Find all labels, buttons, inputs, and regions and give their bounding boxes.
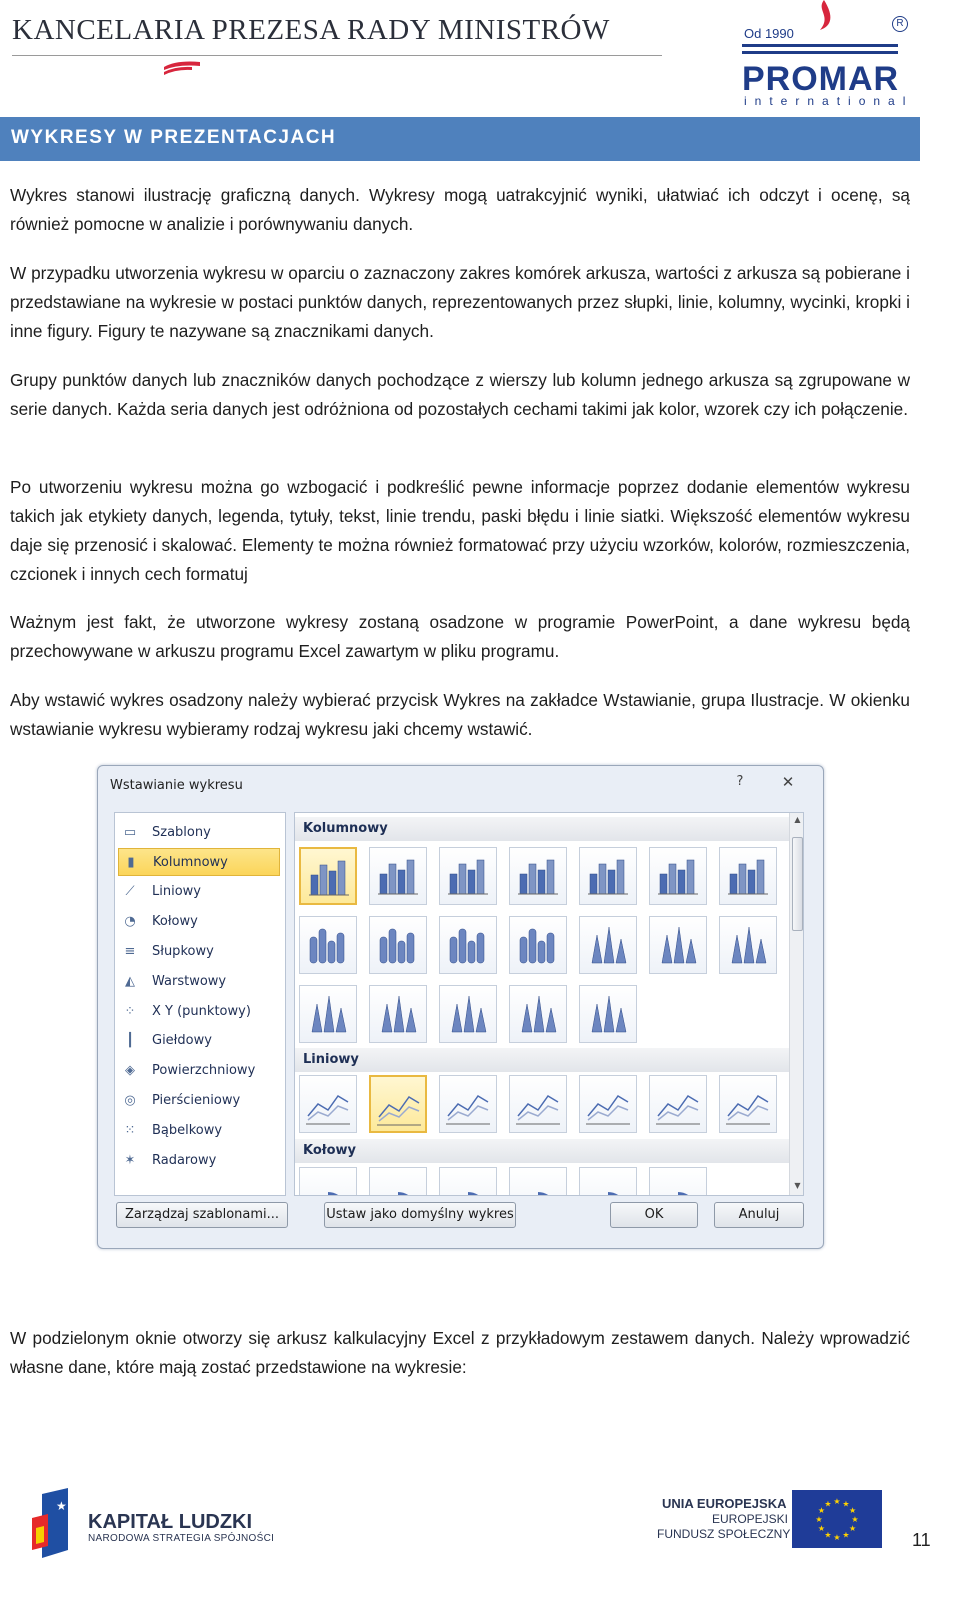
category-label: Warstwowy (152, 974, 227, 989)
esf-label-2: FUNDUSZ SPOŁECZNY (657, 1527, 791, 1541)
eu-star-icon: ★ (817, 1506, 825, 1515)
group-header-pie: Kołowy (295, 1139, 789, 1163)
poland-flag-logo (162, 58, 202, 76)
column-subtype-thumbnail[interactable] (719, 916, 777, 974)
paragraph: Po utworzeniu wykresu można go wzbogacić i podkreślić pewne informacje poprzez dodanie elementów wykresu takich jak etykiety danych, legenda, tytuły, tekst, linie trendu, paski błędu i linie siatki. Większość elementów wykresu daje się przenosić i skalować. Elementy te można również formatować przy użyciu wzorków, kolorów, rozmieszczenia, czcionek i innych cech formatuj (10, 477, 910, 584)
category-item-column[interactable] (118, 848, 280, 876)
eu-star-icon: ★ (842, 1530, 850, 1540)
category-label: Słupkowy (152, 944, 214, 959)
column-subtype-thumbnail[interactable] (299, 847, 357, 905)
line-subtype-thumbnail[interactable] (719, 1075, 777, 1133)
promar-stripe (742, 51, 898, 54)
category-label: Pierścieniowy (152, 1093, 241, 1108)
bubble-chart-icon: ⁙ (124, 1123, 136, 1138)
help-icon[interactable]: ? (736, 774, 744, 789)
pie-subtype-thumbnail[interactable] (439, 1167, 497, 1196)
page-number: 11 (912, 1530, 931, 1550)
eu-star-icon: ★ (824, 1530, 832, 1540)
eu-star-icon: ★ (824, 1499, 832, 1509)
line-subtype-thumbnail[interactable] (369, 1075, 427, 1133)
eu-star-icon: ★ (842, 1499, 850, 1509)
bar-chart-icon: ≡ (124, 944, 136, 959)
line-subtype-thumbnail[interactable] (299, 1075, 357, 1133)
flame-icon (812, 0, 836, 44)
category-label: Szablony (152, 825, 211, 840)
column-subtype-thumbnail[interactable] (649, 916, 707, 974)
column-subtype-thumbnail[interactable] (369, 916, 427, 974)
eu-star-icon: ★ (851, 1515, 859, 1524)
column-subtype-thumbnail[interactable] (579, 916, 637, 974)
pie-subtype-thumbnail[interactable] (299, 1167, 357, 1196)
column-subtype-thumbnail[interactable] (439, 916, 497, 974)
esf-label-1: EUROPEJSKI (712, 1512, 789, 1526)
dialog-title: Wstawianie wykresu (110, 778, 243, 793)
category-item-stock[interactable] (118, 1027, 280, 1055)
folder-icon: ▭ (123, 825, 137, 840)
manage-templates-button[interactable]: Zarządzaj szablonami... (116, 1202, 288, 1228)
chart-category-list (114, 812, 286, 1196)
section-title: WYKRESY W PREZENTACJACH (11, 127, 337, 148)
area-chart-icon: ◭ (125, 974, 135, 989)
line-chart-icon: ⟋ (125, 884, 135, 899)
column-subtype-thumbnail[interactable] (719, 847, 777, 905)
pie-subtype-thumbnail[interactable] (579, 1167, 637, 1196)
promar-logo (740, 0, 920, 112)
scrollbar-thumb[interactable] (792, 837, 803, 931)
column-subtype-thumbnail[interactable] (649, 847, 707, 905)
column-chart-icon: ▮ (127, 855, 135, 870)
column-subtype-thumbnail[interactable] (509, 916, 567, 974)
kapital-ludzki-title: KAPITAŁ LUDZKI (88, 1511, 253, 1533)
kapital-ludzki-logo (28, 1488, 74, 1560)
line-subtype-thumbnail[interactable] (439, 1075, 497, 1133)
category-item-doughnut[interactable] (118, 1087, 280, 1115)
category-label: Bąbelkowy (152, 1123, 223, 1138)
pie-chart-icon: ◔ (124, 914, 136, 929)
chart-subtype-gallery (294, 812, 804, 1196)
category-label: Liniowy (152, 884, 201, 899)
paragraph: Ważnym jest fakt, że utworzone wykresy zostaną osadzone w programie PowerPoint, a dane wykresu będą przechowywane w arkuszu programu Excel zawartym w pliku programu. (10, 612, 910, 661)
column-subtype-thumbnail[interactable] (369, 985, 427, 1043)
category-label: Kolumnowy (153, 855, 228, 870)
column-subtype-thumbnail[interactable] (439, 847, 497, 905)
eu-star-icon: ★ (849, 1506, 857, 1515)
category-item-bar[interactable] (118, 938, 280, 966)
column-subtype-thumbnail[interactable] (299, 985, 357, 1043)
stock-chart-icon: ┃ (126, 1033, 134, 1048)
column-subtype-thumbnail[interactable] (299, 916, 357, 974)
category-item-line[interactable] (118, 878, 280, 906)
category-label: Kołowy (152, 914, 198, 929)
group-header-column: Kolumnowy (295, 817, 789, 841)
category-label: Powierzchniowy (152, 1063, 256, 1078)
category-label: Giełdowy (152, 1033, 212, 1048)
promar-sub: international (744, 94, 914, 108)
header-divider (12, 55, 662, 56)
pie-subtype-thumbnail[interactable] (369, 1167, 427, 1196)
scroll-up-icon[interactable]: ▲ (794, 815, 801, 824)
set-default-chart-button[interactable]: Ustaw jako domyślny wykres (324, 1202, 516, 1228)
eu-star-icon: ★ (815, 1515, 823, 1524)
category-item-area[interactable] (118, 968, 280, 996)
line-subtype-thumbnail[interactable] (579, 1075, 637, 1133)
gallery-scrollbar[interactable] (789, 813, 804, 1195)
eu-flag-icon (792, 1490, 882, 1548)
line-subtype-thumbnail[interactable] (509, 1075, 567, 1133)
column-subtype-thumbnail[interactable] (579, 985, 637, 1043)
eu-star-icon: ★ (833, 1533, 841, 1542)
paragraph: Grupy punktów danych lub znaczników danych pochodzące z wierszy lub kolumn jednego arkusza są zgrupowane w serie danych. Każda seria danych jest odróżniona od pozostałych cechami takimi jak kolor, wzorek czy ich połączenie. (10, 370, 910, 419)
paragraph: Aby wstawić wykres osadzony należy wybierać przycisk Wykres na zakładce Wstawianie, grupa Ilustracje. W okienku wstawianie wykresu wybieramy rodzaj wykresu jaki chcemy wstawić. (10, 690, 910, 739)
header-title: KANCELARIA PREZESA RADY MINISTRÓW (12, 14, 610, 46)
category-item-templates[interactable] (118, 819, 280, 847)
category-label: X Y (punktowy) (152, 1004, 251, 1019)
eu-label: UNIA EUROPEJSKA (662, 1496, 787, 1511)
pie-subtype-thumbnail[interactable] (649, 1167, 707, 1196)
eu-star-icon: ★ (817, 1524, 825, 1533)
paragraph: W podzielonym oknie otworzy się arkusz kalkulacyjny Excel z przykładowym zestawem danych. Należy wprowadzić własne dane, które mają zostać przedstawione na wykresie: (10, 1328, 910, 1377)
eu-star-icon: ★ (849, 1524, 857, 1533)
category-item-scatter[interactable] (118, 998, 280, 1026)
category-item-surface[interactable] (118, 1057, 280, 1085)
column-subtype-thumbnail[interactable] (579, 847, 637, 905)
category-item-pie[interactable] (118, 908, 280, 936)
paragraph: W przypadku utworzenia wykresu w oparciu o zaznaczony zakres komórek arkusza, wartości z arkusza są pobierane i przedstawiane na wykresie w postaci punktów danych, reprezentowanych przez słupki, linie, kolumny, wycinki, kropki i inne figury. Figury te nazywane są znacznikami danych. (10, 263, 910, 341)
section-banner (0, 117, 920, 161)
promar-since: Od 1990 (744, 26, 794, 41)
radar-chart-icon: ✶ (124, 1153, 136, 1168)
category-item-radar[interactable] (118, 1147, 280, 1175)
promar-name: PROMAR (742, 60, 900, 98)
group-header-line: Liniowy (295, 1048, 789, 1072)
column-subtype-thumbnail[interactable] (509, 847, 567, 905)
column-subtype-thumbnail[interactable] (439, 985, 497, 1043)
line-subtype-thumbnail[interactable] (649, 1075, 707, 1133)
pie-subtype-thumbnail[interactable] (509, 1167, 567, 1196)
registered-icon: R (892, 16, 908, 32)
insert-chart-dialog (97, 765, 824, 1249)
cancel-button[interactable]: Anuluj (714, 1202, 804, 1228)
scroll-down-icon[interactable]: ▼ (794, 1181, 801, 1190)
category-label: Radarowy (152, 1153, 217, 1168)
paragraph: Wykres stanowi ilustrację graficzną danych. Wykresy mogą uatrakcyjnić wyniki, ułatwiać ich odczyt i ocenę, są również pomocne w analizie i porównywaniu danych. (10, 185, 910, 234)
column-subtype-thumbnail[interactable] (509, 985, 567, 1043)
close-icon[interactable]: ✕ (781, 773, 795, 791)
doughnut-chart-icon: ◎ (124, 1093, 136, 1108)
eu-star-icon: ★ (833, 1497, 841, 1506)
surface-chart-icon: ◈ (125, 1063, 135, 1078)
svg-text:★: ★ (56, 1499, 67, 1513)
category-item-bubble[interactable] (118, 1117, 280, 1145)
scatter-chart-icon: ⁘ (124, 1004, 136, 1019)
ok-button[interactable]: OK (610, 1202, 698, 1228)
kapital-ludzki-subtitle: NARODOWA STRATEGIA SPÓJNOŚCI (88, 1533, 275, 1544)
promar-stripe (742, 44, 898, 47)
column-subtype-thumbnail[interactable] (369, 847, 427, 905)
